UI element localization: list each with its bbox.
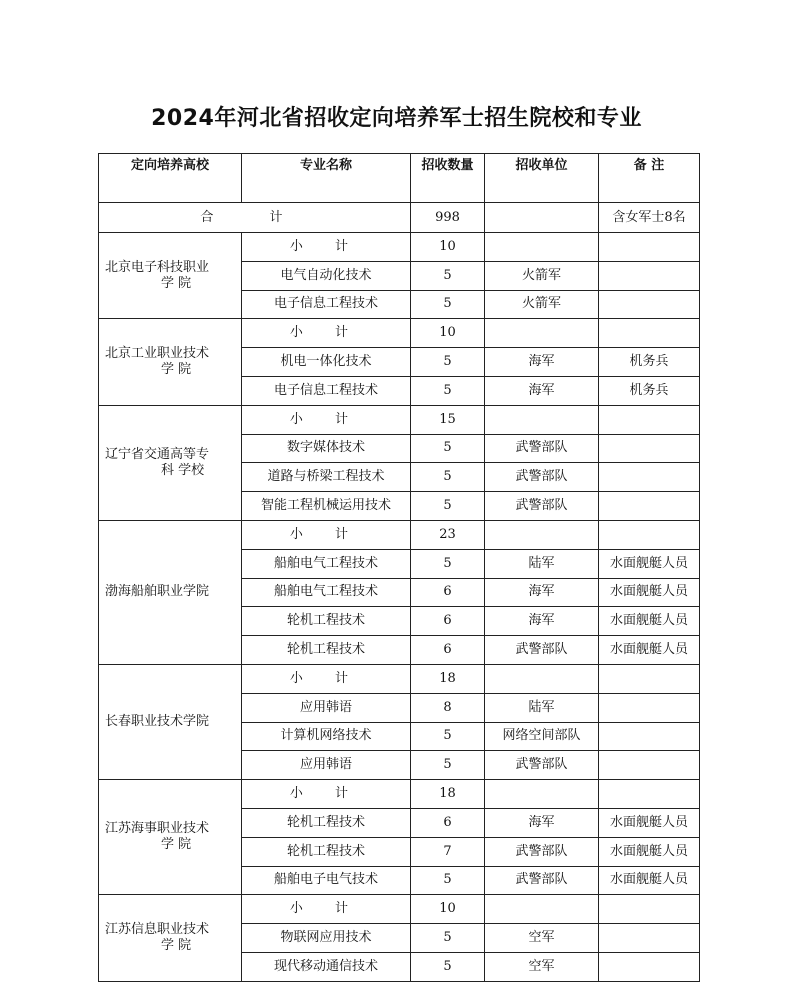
subtotal-note: [599, 895, 700, 924]
enroll-unit: 网络空间部队: [485, 722, 599, 751]
row-note: 机务兵: [599, 348, 700, 377]
enroll-count: 5: [411, 434, 485, 463]
subtotal-label: 小 计: [242, 405, 411, 434]
total-count: 998: [411, 203, 485, 233]
major-name: 电子信息工程技术: [242, 376, 411, 405]
major-name: 轮机工程技术: [242, 636, 411, 665]
subtotal-count: 23: [411, 520, 485, 549]
major-name: 应用韩语: [242, 693, 411, 722]
subtotal-count: 10: [411, 319, 485, 348]
row-note: 机务兵: [599, 376, 700, 405]
enroll-unit: 武警部队: [485, 751, 599, 780]
enroll-unit: 海军: [485, 348, 599, 377]
subtotal-note: [599, 233, 700, 262]
school-name-line1: 北京电子科技职业: [105, 259, 210, 275]
major-name: 轮机工程技术: [242, 808, 411, 837]
subtotal-label: 小 计: [242, 319, 411, 348]
subtotal-count: 10: [411, 895, 485, 924]
total-note: 含女军士8名: [599, 203, 700, 233]
school-name: [99, 405, 242, 520]
enroll-count: 5: [411, 924, 485, 953]
school-name-line2: 科 学校: [161, 462, 205, 478]
subtotal-unit: [485, 664, 599, 693]
row-note: [599, 924, 700, 953]
school-name-line1: 辽宁省交通高等专: [105, 446, 210, 462]
subtotal-label: 小 计: [242, 233, 411, 262]
enroll-count: 7: [411, 837, 485, 866]
enroll-unit: 海军: [485, 808, 599, 837]
major-name: 计算机网络技术: [242, 722, 411, 751]
subtotal-unit: [485, 233, 599, 262]
major-name: 物联网应用技术: [242, 924, 411, 953]
subtotal-row: [99, 780, 700, 809]
subtotal-note: [599, 405, 700, 434]
total-unit: [485, 203, 599, 233]
major-name: 数字媒体技术: [242, 434, 411, 463]
enroll-unit: 海军: [485, 607, 599, 636]
major-name: 机电一体化技术: [242, 348, 411, 377]
school-name: [99, 319, 242, 405]
subtotal-unit: [485, 895, 599, 924]
enroll-unit: 火箭军: [485, 261, 599, 290]
major-name: 现代移动通信技术: [242, 952, 411, 981]
row-note: 水面舰艇人员: [599, 636, 700, 665]
enroll-unit: 火箭军: [485, 290, 599, 319]
subtotal-unit: [485, 405, 599, 434]
row-note: [599, 261, 700, 290]
enroll-count: 6: [411, 578, 485, 607]
row-note: [599, 290, 700, 319]
enroll-unit: 陆军: [485, 693, 599, 722]
row-note: [599, 434, 700, 463]
major-name: 电气自动化技术: [242, 261, 411, 290]
enroll-unit: 武警部队: [485, 463, 599, 492]
subtotal-count: 18: [411, 780, 485, 809]
subtotal-unit: [485, 520, 599, 549]
enroll-count: 5: [411, 348, 485, 377]
enroll-unit: 空军: [485, 952, 599, 981]
subtotal-unit: [485, 319, 599, 348]
enroll-count: 6: [411, 607, 485, 636]
enrollment-table: [98, 153, 700, 982]
enroll-unit: 武警部队: [485, 837, 599, 866]
row-note: [599, 492, 700, 521]
major-name: 智能工程机械运用技术: [242, 492, 411, 521]
total-label: 合 计: [99, 203, 411, 233]
major-name: 应用韩语: [242, 751, 411, 780]
school-name-line2: 学 院: [161, 837, 192, 853]
major-name: 道路与桥梁工程技术: [242, 463, 411, 492]
enroll-count: 5: [411, 549, 485, 578]
row-note: [599, 751, 700, 780]
header-unit: 招收单位: [485, 154, 599, 203]
major-name: 轮机工程技术: [242, 837, 411, 866]
row-note: [599, 952, 700, 981]
subtotal-row: [99, 233, 700, 262]
enroll-count: 5: [411, 751, 485, 780]
school-name-line2: 学 院: [161, 275, 192, 291]
school-name-line1: 长春职业技术学院: [105, 714, 210, 730]
subtotal-row: [99, 664, 700, 693]
major-name: 船舶电气工程技术: [242, 578, 411, 607]
row-note: [599, 722, 700, 751]
subtotal-count: 15: [411, 405, 485, 434]
row-note: 水面舰艇人员: [599, 808, 700, 837]
school-name: [99, 233, 242, 319]
subtotal-label: 小 计: [242, 520, 411, 549]
row-note: [599, 463, 700, 492]
major-name: 电子信息工程技术: [242, 290, 411, 319]
enroll-unit: 陆军: [485, 549, 599, 578]
enroll-count: 5: [411, 722, 485, 751]
row-note: [599, 693, 700, 722]
enroll-count: 5: [411, 952, 485, 981]
school-name: [99, 895, 242, 981]
row-note: 水面舰艇人员: [599, 549, 700, 578]
enroll-unit: 海军: [485, 578, 599, 607]
school-name-line1: 渤海船舶职业学院: [105, 584, 210, 600]
enroll-unit: 武警部队: [485, 492, 599, 521]
row-note: 水面舰艇人员: [599, 866, 700, 895]
subtotal-label: 小 计: [242, 780, 411, 809]
school-name: [99, 520, 242, 664]
subtotal-count: 10: [411, 233, 485, 262]
school-name-line2: 学 院: [161, 362, 192, 378]
row-note: 水面舰艇人员: [599, 607, 700, 636]
enroll-count: 5: [411, 261, 485, 290]
enroll-count: 6: [411, 636, 485, 665]
subtotal-count: 18: [411, 664, 485, 693]
enroll-count: 6: [411, 808, 485, 837]
enroll-unit: 海军: [485, 376, 599, 405]
subtotal-note: [599, 664, 700, 693]
major-name: 船舶电子电气技术: [242, 866, 411, 895]
enroll-count: 5: [411, 492, 485, 521]
subtotal-note: [599, 520, 700, 549]
subtotal-unit: [485, 780, 599, 809]
subtotal-row: [99, 405, 700, 434]
enroll-unit: 武警部队: [485, 434, 599, 463]
header-major: 专业名称: [242, 154, 411, 203]
row-note: 水面舰艇人员: [599, 578, 700, 607]
major-name: 船舶电气工程技术: [242, 549, 411, 578]
school-name: [99, 780, 242, 895]
enroll-count: 8: [411, 693, 485, 722]
header-note: 备 注: [599, 154, 700, 203]
header-school: 定向培养高校: [99, 154, 242, 203]
enroll-unit: 武警部队: [485, 636, 599, 665]
subtotal-label: 小 计: [242, 664, 411, 693]
subtotal-row: [99, 520, 700, 549]
school-name-line1: 江苏海事职业技术: [105, 821, 210, 837]
major-name: 轮机工程技术: [242, 607, 411, 636]
school-name-line2: 学 院: [161, 938, 192, 954]
document-title: 2024年河北省招收定向培养军士招生院校和专业: [151, 106, 642, 131]
school-name: [99, 664, 242, 779]
subtotal-label: 小 计: [242, 895, 411, 924]
enroll-count: 5: [411, 376, 485, 405]
enroll-count: 5: [411, 463, 485, 492]
enroll-count: 5: [411, 866, 485, 895]
subtotal-note: [599, 780, 700, 809]
subtotal-row: [99, 895, 700, 924]
school-name-line1: 江苏信息职业技术: [105, 922, 210, 938]
enroll-count: 5: [411, 290, 485, 319]
total-row: [99, 203, 700, 233]
header-count: 招收数量: [411, 154, 485, 203]
school-name-line1: 北京工业职业技术: [105, 346, 210, 362]
enroll-unit: 武警部队: [485, 866, 599, 895]
subtotal-row: [99, 319, 700, 348]
row-note: 水面舰艇人员: [599, 837, 700, 866]
header-row: [99, 154, 700, 203]
subtotal-note: [599, 319, 700, 348]
enroll-unit: 空军: [485, 924, 599, 953]
